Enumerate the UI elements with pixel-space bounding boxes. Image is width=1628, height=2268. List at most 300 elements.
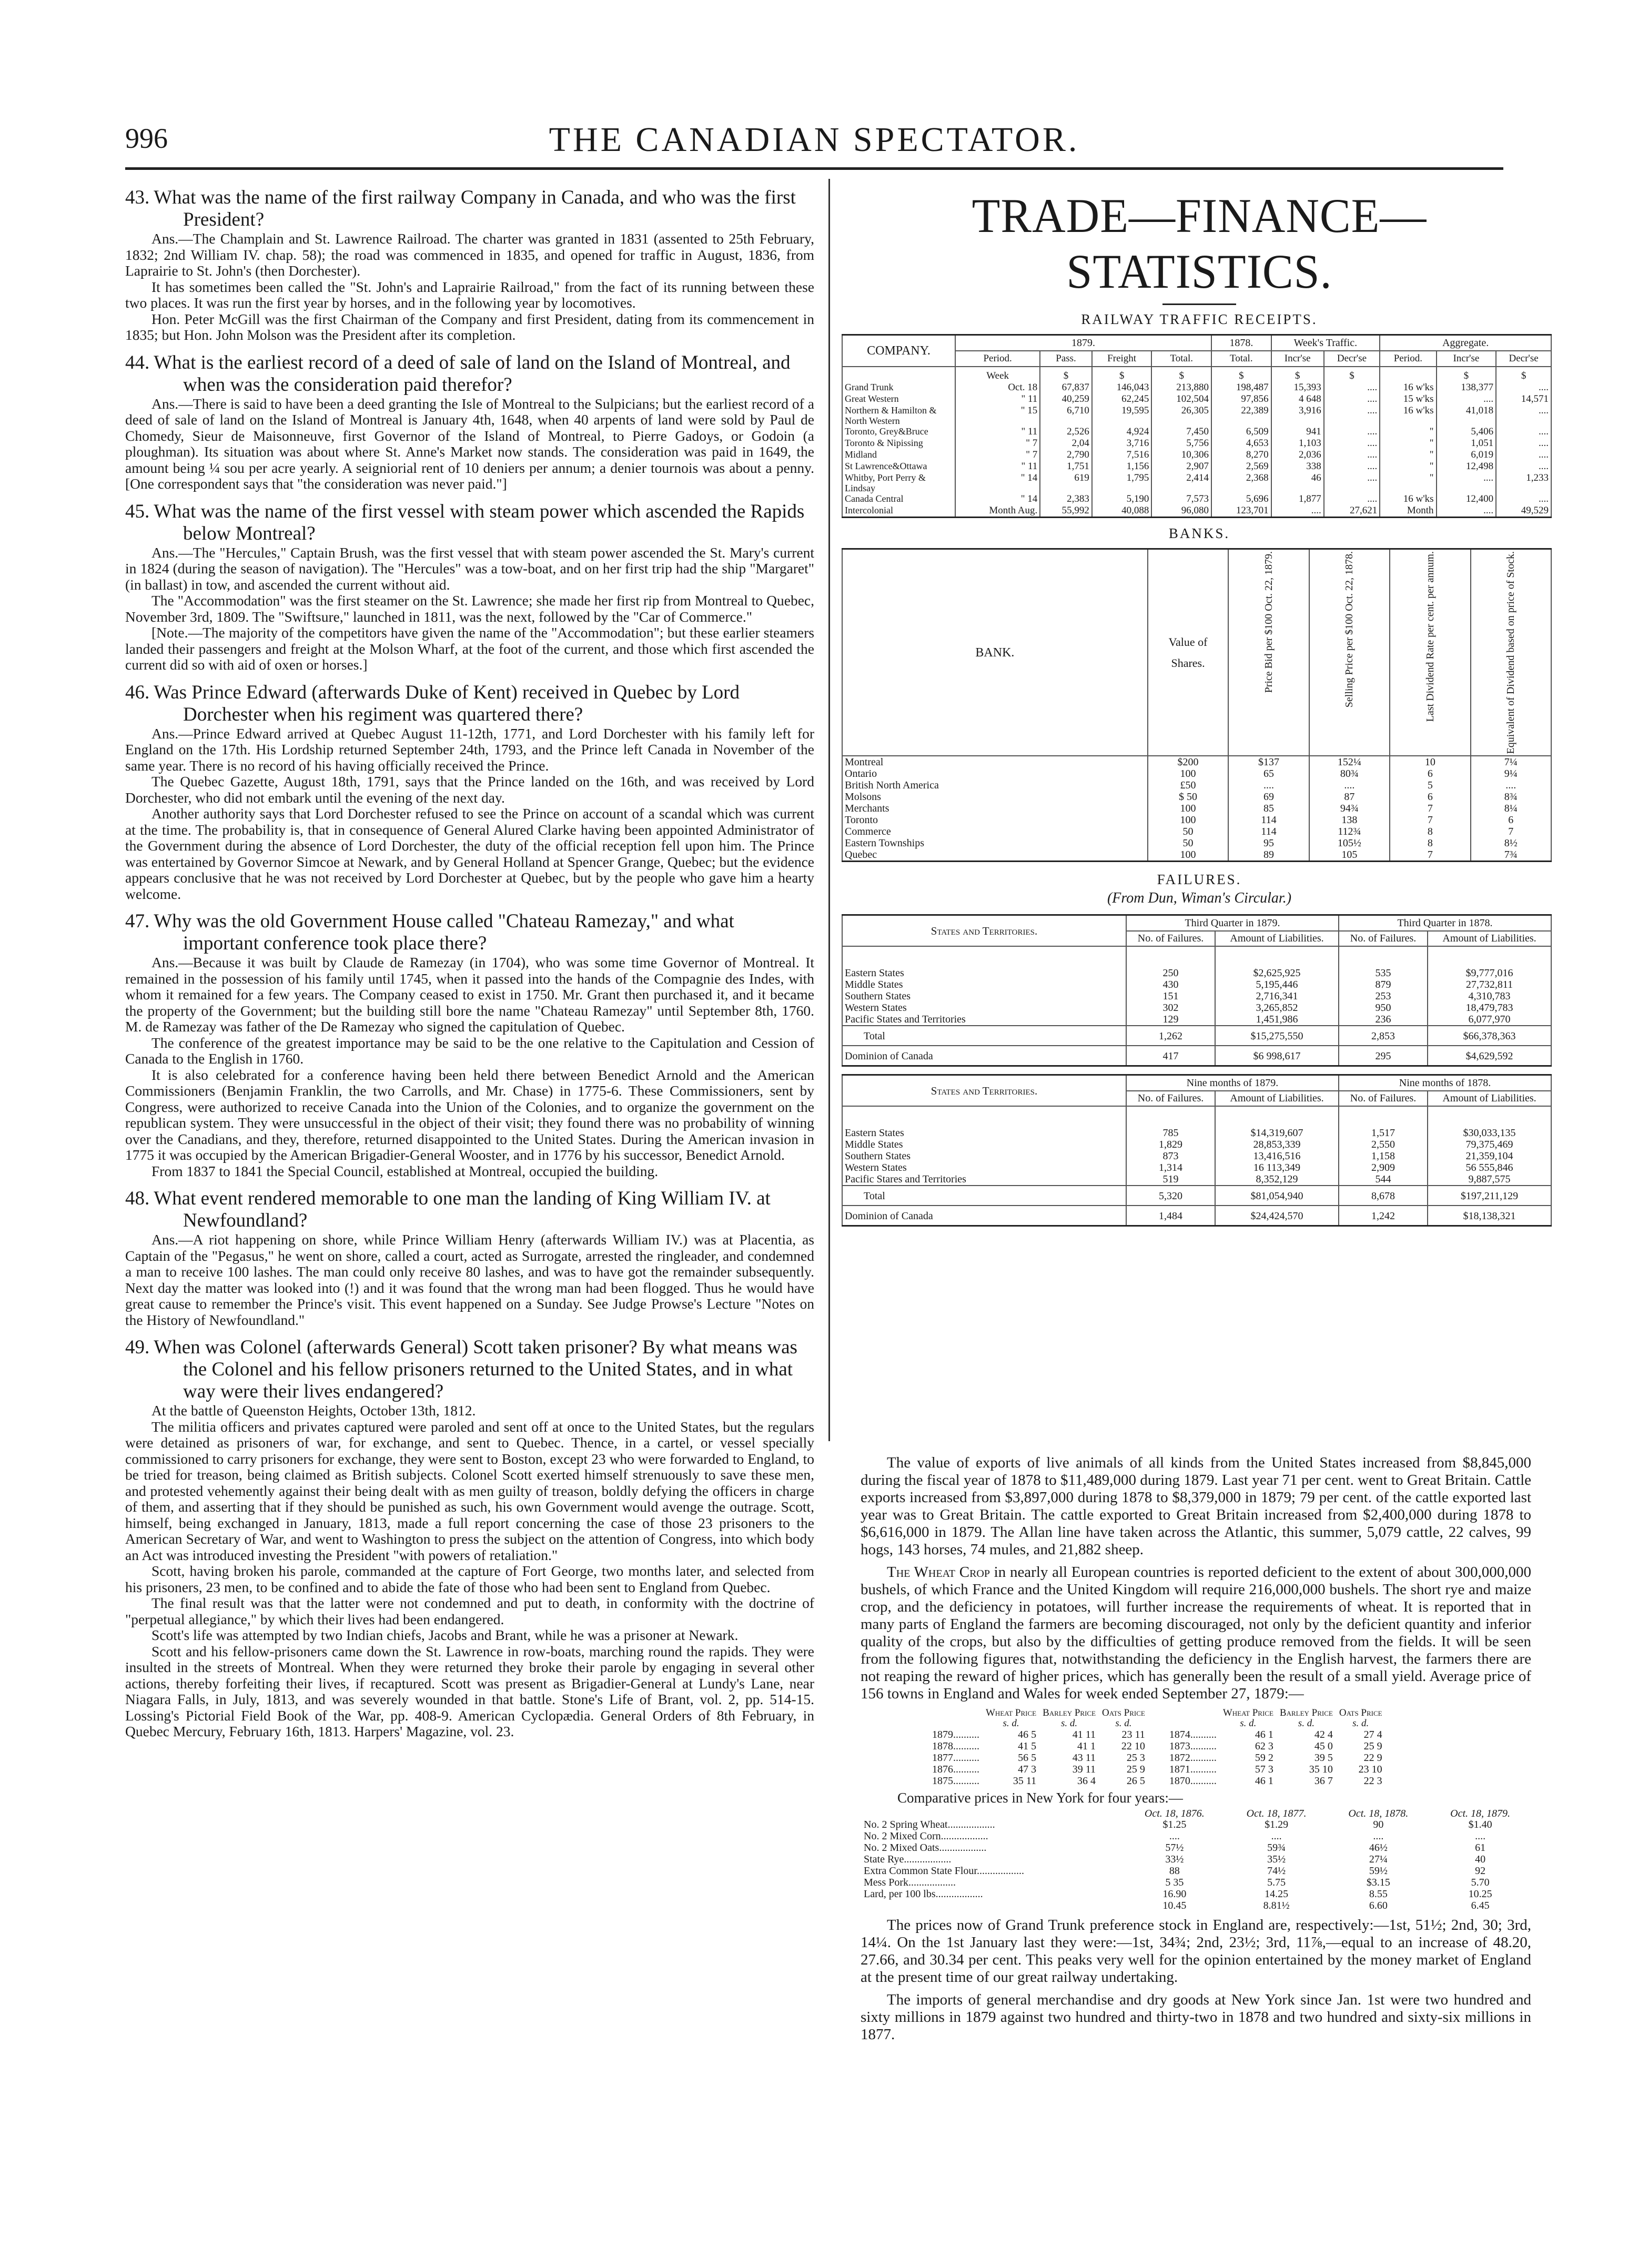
table-cell: $ bbox=[1092, 367, 1152, 382]
table-cell: 7,516 bbox=[1092, 449, 1152, 461]
question-text: Was Prince Edward (afterwards Duke of Kent) received in Quebec by Lord Dorchester when his regiment was quartered there? bbox=[154, 681, 740, 725]
page-number: 996 bbox=[125, 123, 168, 154]
table-cell: 16 w'ks bbox=[1380, 382, 1436, 393]
table-cell: $81,054,940 bbox=[1215, 1186, 1339, 1206]
table-cell: 2,550 bbox=[1339, 1139, 1428, 1150]
table-cell: 41 11 bbox=[1072, 1729, 1096, 1740]
col-group-week: Week's Traffic. bbox=[1271, 335, 1380, 351]
grain-header: Oats Price bbox=[1102, 1707, 1145, 1718]
blank-cell bbox=[929, 1718, 983, 1729]
table-cell: 40,259 bbox=[1040, 393, 1092, 405]
table-cell: 8.81½ bbox=[1263, 1900, 1290, 1911]
bank-name: Montreal bbox=[842, 756, 1148, 768]
table-cell: 62,245 bbox=[1092, 393, 1152, 405]
page-header bbox=[125, 122, 1503, 159]
col-last-dividend: Last Dividend Rate per cent. per annum. bbox=[1424, 551, 1436, 722]
commodity-name: No. 2 Mixed Corn.................. bbox=[864, 1830, 988, 1842]
year-label: 1871.......... bbox=[1169, 1764, 1217, 1775]
failures-source: (From Dun, Wiman's Circular.) bbox=[1107, 890, 1292, 907]
blank-cell bbox=[1148, 1708, 1220, 1718]
total-row bbox=[842, 1186, 1551, 1206]
col-price-bid: Price Bid per $100 Oct. 22, 1879. bbox=[1262, 551, 1275, 693]
table-cell: 253 bbox=[1339, 990, 1428, 1002]
table-cell: 3,265,852 bbox=[1215, 1002, 1339, 1014]
table-cell: 2,716,341 bbox=[1215, 990, 1339, 1002]
railway-subheader: Total. bbox=[1151, 351, 1211, 367]
table-cell: 16.90 bbox=[1162, 1888, 1187, 1900]
table-cell: 67,837 bbox=[1040, 382, 1092, 393]
year-label: 1872.......... bbox=[1169, 1752, 1217, 1764]
table-cell: 15,393 bbox=[1271, 382, 1324, 393]
table-cell: 6 bbox=[1471, 814, 1551, 826]
question-text: Why was the old Government House called "Chateau Ramezay," and what important conference took place there? bbox=[154, 910, 734, 954]
lower-right-text bbox=[861, 1454, 1531, 2117]
table-cell: $3.15 bbox=[1366, 1877, 1390, 1888]
table-cell: .... bbox=[1475, 1830, 1486, 1842]
table-cell: .... bbox=[1496, 461, 1551, 472]
table-row bbox=[842, 1014, 1551, 1026]
table-cell: 16 w'ks bbox=[1380, 493, 1436, 505]
table-cell: 16 113,349 bbox=[1215, 1162, 1339, 1173]
answer-paragraph: Scott's life was attempted by two Indian chiefs, Jacobs and Brant, while he was a prisoner at Newark. bbox=[151, 1627, 739, 1643]
table-cell: 22 10 bbox=[1121, 1740, 1145, 1752]
table-row bbox=[842, 791, 1551, 803]
table-cell: 16 w'ks bbox=[1380, 405, 1436, 426]
year-label: 1878.......... bbox=[932, 1740, 979, 1752]
year-label: 1877.......... bbox=[932, 1752, 979, 1764]
table-cell: .... bbox=[1437, 505, 1496, 518]
table-cell: 96,080 bbox=[1151, 505, 1211, 518]
answer-paragraph: It has sometimes been called the "St. John's and Laprairie Railroad," from the fact of its running between these two places. It was run the first year by horses, and in the following year by locomotives. bbox=[125, 278, 814, 311]
table-cell: Month bbox=[1380, 505, 1436, 518]
table-cell: 43 11 bbox=[1072, 1752, 1096, 1764]
table-cell: 21,359,104 bbox=[1428, 1150, 1551, 1162]
failures-table-quarter bbox=[842, 914, 1552, 1067]
failures-heading: FAILURES. bbox=[1157, 872, 1242, 888]
table-cell: $1.29 bbox=[1265, 1819, 1289, 1830]
railway-subheader: Incr'se bbox=[1271, 351, 1324, 367]
grand-trunk-paragraph: The prices now of Grand Trunk preference stock in England are, respectively:—1st, 51½; 2nd, 30; 3rd, 14¼. On the 1st January last they were:—1st, 34¾; 2nd, 23½; 3rd, 11⅞,—equal to an increase of 48.20, 27.66, and 30.34 per cent. This peaks very well for the opinion entertained by the money market of England at the present time of our great railway undertaking. bbox=[861, 1917, 1531, 1986]
col-states: States and Territories. bbox=[842, 1075, 1126, 1107]
table-cell: 3,716 bbox=[1092, 438, 1152, 449]
table-cell: 6,019 bbox=[1437, 449, 1496, 461]
commodity-name bbox=[861, 1900, 1124, 1911]
table-cell: .... bbox=[1496, 449, 1551, 461]
company-name: Midland bbox=[842, 449, 955, 461]
table-cell: 5,696 bbox=[1211, 493, 1271, 505]
table-cell: 8.55 bbox=[1369, 1888, 1388, 1900]
row-label: Total bbox=[842, 1026, 1126, 1046]
question-text: What was the name of the first vessel with steam power which ascended the Rapids below Montreal? bbox=[154, 500, 805, 544]
table-cell: 56 555,846 bbox=[1428, 1162, 1551, 1173]
total-row bbox=[842, 1026, 1551, 1046]
table-cell: 8,352,129 bbox=[1215, 1173, 1339, 1186]
table-cell: 941 bbox=[1271, 426, 1324, 438]
grain-header: Barley Price bbox=[1279, 1707, 1333, 1718]
answer-paragraph: Ans.—There is said to have been a deed granting the Isle of Montreal to the Sulpicians; but the earliest record of a deed of sale of land on the Island of Montreal is January 4th, 1648, when 40 arpents of land were sold by Paul de Chomedy, Sieur de Maisonneuve, first Governor of the Island of Montreal, to Pierre Gadoys, or Godoin (a ploughman). Its situation was about where St. Anne's Market now stands. The consideration was paid in 1649, the amount being ¼ sou per acre yearly. A seigniorial rent of 10 deniers per annum; a denier tournois was about a penny. [One correspondent says that "the consideration was never paid."] bbox=[125, 395, 814, 492]
table-cell: .... bbox=[1324, 426, 1380, 438]
table-cell: 7 bbox=[1390, 803, 1470, 814]
table-cell: 5 35 bbox=[1165, 1877, 1184, 1888]
table-row bbox=[842, 814, 1551, 826]
commodity-name: Extra Common State Flour.................. bbox=[864, 1865, 1024, 1877]
answer-paragraph: Scott, having broken his parole, commanded at the capture of Fort George, two months later, and selected from his prisoners, 23 men, to be confined and to abide the fate of those who had been sent to England from Quebec. bbox=[125, 1563, 814, 1595]
question-47 bbox=[125, 910, 814, 1179]
table-row bbox=[861, 1842, 1531, 1854]
table-cell: 41 5 bbox=[1018, 1740, 1037, 1752]
commodity-name: State Rye.................. bbox=[864, 1854, 952, 1865]
table-cell: 41 1 bbox=[1077, 1740, 1096, 1752]
left-column bbox=[125, 187, 814, 2091]
railway-heading: RAILWAY TRAFFIC RECEIPTS. bbox=[1081, 311, 1318, 327]
dominion-row bbox=[842, 1206, 1551, 1226]
table-cell: " bbox=[1380, 426, 1436, 438]
table-cell: .... bbox=[1324, 493, 1380, 505]
table-cell: .... bbox=[1324, 393, 1380, 405]
railway-subheader: Pass. bbox=[1040, 351, 1092, 367]
col-group-aggregate: Aggregate. bbox=[1380, 335, 1551, 351]
table-cell: 23 10 bbox=[1358, 1764, 1382, 1775]
table-cell: .... bbox=[1496, 426, 1551, 438]
table-cell: 100 bbox=[1148, 814, 1228, 826]
table-cell: 5,190 bbox=[1092, 493, 1152, 505]
table-cell: 5 bbox=[1390, 779, 1470, 791]
table-cell: $ bbox=[1437, 367, 1496, 382]
table-cell: 250 bbox=[1126, 967, 1215, 979]
table-cell: .... bbox=[1437, 393, 1496, 405]
table-cell: 7,573 bbox=[1151, 493, 1211, 505]
table-cell: 50 bbox=[1148, 826, 1228, 837]
table-cell: 152¼ bbox=[1309, 756, 1390, 768]
table-cell: $ bbox=[1040, 367, 1092, 382]
grain-unit: s. d. bbox=[1115, 1718, 1132, 1729]
table-cell: 114 bbox=[1228, 814, 1309, 826]
table-cell: 5,195,446 bbox=[1215, 979, 1339, 990]
ny-heading: Comparative prices in New York for four years:— bbox=[897, 1790, 1183, 1806]
table-cell: 46½ bbox=[1369, 1842, 1388, 1854]
question-text: What is the earliest record of a deed of sale of land on the Island of Montreal, and when was the consideration paid therefor? bbox=[154, 351, 791, 396]
table-cell: $ bbox=[1324, 367, 1380, 382]
table-cell: .... bbox=[1271, 505, 1324, 518]
exports-paragraph: The value of exports of live animals of all kinds from the United States increased from $8,845,000 during the fiscal year of 1878 to $11,489,000 during 1879. Last year 71 per cent. went to Great Britain. Cattle exports increased from $3,897,000 during 1878 to $8,379,000 in 1879; 79 per cent. of the cattle exported last year was to Great Britain. The cattle exported to Great Britain increased from $2,400,000 during 1878 to $6,616,000 in 1879. The Allan line have taken across the Atlantic, this summer, 5,079 cattle, 22 calves, 99 hogs, 143 horses, 74 mules, and 21,882 sheep. bbox=[861, 1454, 1531, 1558]
table-cell: 33½ bbox=[1165, 1854, 1184, 1865]
ny-column-header: Oct. 18, 1877. bbox=[1246, 1808, 1307, 1819]
table-cell: 6 bbox=[1390, 791, 1470, 803]
table-cell: " 14 bbox=[955, 472, 1040, 493]
table-cell: 14.25 bbox=[1265, 1888, 1289, 1900]
table-cell: 138 bbox=[1309, 814, 1390, 826]
table-row bbox=[842, 426, 1551, 438]
question-number: 44. bbox=[125, 351, 150, 373]
table-cell: 59½ bbox=[1369, 1865, 1388, 1877]
table-cell: $4,629,592 bbox=[1428, 1046, 1551, 1066]
table-cell: 80¾ bbox=[1309, 768, 1390, 779]
table-cell: 46 bbox=[1271, 472, 1324, 493]
table-row bbox=[842, 803, 1551, 814]
table-cell: 25 3 bbox=[1126, 1752, 1145, 1764]
table-cell: $9,777,016 bbox=[1428, 967, 1551, 979]
table-cell: 15 w'ks bbox=[1380, 393, 1436, 405]
failures-table-nine-months bbox=[842, 1074, 1552, 1227]
table-cell: .... bbox=[1324, 449, 1380, 461]
table-row bbox=[842, 1002, 1551, 1014]
table-cell: 1,484 bbox=[1126, 1206, 1215, 1226]
table-cell: 69 bbox=[1228, 791, 1309, 803]
table-cell: 5,320 bbox=[1126, 1186, 1215, 1206]
grain-header: Wheat Price bbox=[986, 1707, 1037, 1718]
railway-subheader: Total. bbox=[1211, 351, 1271, 367]
table-row bbox=[842, 849, 1551, 862]
table-cell: " 14 bbox=[955, 493, 1040, 505]
company-name: Intercolonial bbox=[842, 505, 955, 518]
table-cell bbox=[1380, 367, 1436, 382]
table-row bbox=[929, 1775, 1386, 1787]
failures-subheader: Amount of Liabilities. bbox=[1215, 931, 1339, 946]
table-cell: .... bbox=[1471, 779, 1551, 791]
table-cell: $15,275,550 bbox=[1215, 1026, 1339, 1046]
table-row bbox=[842, 505, 1551, 518]
table-cell: $2,625,925 bbox=[1215, 967, 1339, 979]
table-cell: 23 11 bbox=[1121, 1729, 1145, 1740]
table-cell: 36 4 bbox=[1077, 1775, 1096, 1787]
table-cell: 6,077,970 bbox=[1428, 1014, 1551, 1026]
table-cell: 25 9 bbox=[1363, 1740, 1382, 1752]
table-cell: 2,569 bbox=[1211, 461, 1271, 472]
col-selling-price: Selling Price per $100 Oct. 22, 1878. bbox=[1343, 551, 1356, 708]
commodity-name: No. 2 Spring Wheat.................. bbox=[864, 1819, 995, 1830]
dominion-row bbox=[842, 1046, 1551, 1066]
table-cell: 92 bbox=[1475, 1865, 1486, 1877]
question-number: 46. bbox=[125, 681, 150, 703]
table-cell: $200 bbox=[1148, 756, 1228, 768]
table-cell: 2,04 bbox=[1040, 438, 1092, 449]
table-cell: 89 bbox=[1228, 849, 1309, 862]
table-cell: .... bbox=[1169, 1830, 1180, 1842]
table-row bbox=[929, 1740, 1386, 1752]
table-cell: 28,853,339 bbox=[1215, 1139, 1339, 1150]
table-row bbox=[929, 1729, 1386, 1740]
table-cell: .... bbox=[1496, 405, 1551, 426]
table-cell: 2,909 bbox=[1339, 1162, 1428, 1173]
table-cell: 35 10 bbox=[1309, 1764, 1333, 1775]
table-cell: 1,829 bbox=[1126, 1139, 1215, 1150]
table-cell: 146,043 bbox=[1092, 382, 1152, 393]
table-cell: 35 11 bbox=[1013, 1775, 1037, 1787]
table-cell: 2,790 bbox=[1040, 449, 1092, 461]
table-cell: 41,018 bbox=[1437, 405, 1496, 426]
table-cell: 13,416,516 bbox=[1215, 1150, 1339, 1162]
grain-header: Barley Price bbox=[1043, 1707, 1096, 1718]
year-label: 1873.......... bbox=[1169, 1740, 1217, 1752]
table-cell: 6.60 bbox=[1369, 1900, 1388, 1911]
table-cell: 39 5 bbox=[1314, 1752, 1333, 1764]
table-cell: " 7 bbox=[955, 438, 1040, 449]
blank-cell bbox=[861, 1808, 1124, 1819]
column-divider bbox=[828, 179, 830, 1441]
table-cell: 4 648 bbox=[1271, 393, 1324, 405]
table-cell: 4,924 bbox=[1092, 426, 1152, 438]
table-cell: " bbox=[1380, 472, 1436, 493]
table-cell: 27,621 bbox=[1324, 505, 1380, 518]
table-cell: 2,368 bbox=[1211, 472, 1271, 493]
table-cell: 100 bbox=[1148, 803, 1228, 814]
banks-table bbox=[842, 548, 1552, 862]
table-cell: 97,856 bbox=[1211, 393, 1271, 405]
table-cell: 12,498 bbox=[1437, 461, 1496, 472]
question-48 bbox=[125, 1188, 814, 1328]
table-cell: .... bbox=[1496, 493, 1551, 505]
table-cell: 47 3 bbox=[1018, 1764, 1037, 1775]
table-cell: 105½ bbox=[1309, 837, 1390, 849]
unit-row bbox=[842, 367, 1551, 382]
table-cell: 62 3 bbox=[1255, 1740, 1273, 1752]
col-bank: BANK. bbox=[842, 549, 1148, 756]
table-row bbox=[861, 1854, 1531, 1865]
table-cell: 535 bbox=[1339, 967, 1428, 979]
railway-subheader: Period. bbox=[1380, 351, 1436, 367]
table-cell: 1,103 bbox=[1271, 438, 1324, 449]
publication-title: THE CANADIAN SPECTATOR. bbox=[549, 120, 1080, 159]
table-cell: 100 bbox=[1148, 849, 1228, 862]
state-name: Eastern States bbox=[842, 967, 1126, 979]
question-number: 45. bbox=[125, 500, 150, 522]
table-cell: 18,479,783 bbox=[1428, 1002, 1551, 1014]
col-states: States and Territories. bbox=[842, 915, 1126, 947]
answer-paragraph: At the battle of Queenston Heights, October 13th, 1812. bbox=[151, 1402, 476, 1419]
wheat-text: in nearly all European countries is reported deficient to the extent of about 300,000,000 bushels, of which France and the United Kingdom will require 216,000,000 bushels. The short rye and maize crop, and the deficiency in potatoes, will further increase the requirements of wheat. It is reported that in many parts of England the farmers are becoming discouraged, not only by the deficient quantity and inferior quality of the crops, but also by the difficulties of getting produce removed from the fields. It will be seen from the following figures that, notwithstanding the deficiency in the English harvest, the farmers there are not reaping the reward of higher prices, which has generally been the result of a small yield. Average price of 156 towns in England and Wales for week ended September 27, 1879:— bbox=[861, 1564, 1531, 1702]
ny-column-header: Oct. 18, 1878. bbox=[1348, 1808, 1409, 1819]
bank-name: Ontario bbox=[842, 768, 1148, 779]
table-row bbox=[842, 1127, 1551, 1139]
table-cell: 8 bbox=[1390, 826, 1470, 837]
table-cell: .... bbox=[1228, 779, 1309, 791]
table-row bbox=[842, 1173, 1551, 1186]
failures-subheader: Amount of Liabilities. bbox=[1215, 1091, 1339, 1106]
table-cell: 61 bbox=[1475, 1842, 1486, 1854]
table-cell: $ bbox=[1271, 367, 1324, 382]
question-43 bbox=[125, 187, 814, 343]
table-cell: £50 bbox=[1148, 779, 1228, 791]
table-cell: $ bbox=[1211, 367, 1271, 382]
col-group-1878: Nine months of 1878. bbox=[1339, 1075, 1551, 1091]
table-cell: " 11 bbox=[955, 426, 1040, 438]
table-cell: .... bbox=[1324, 382, 1380, 393]
bank-name: Commerce bbox=[842, 826, 1148, 837]
company-name: Canada Central bbox=[842, 493, 955, 505]
table-row bbox=[861, 1830, 1531, 1842]
bank-name: Merchants bbox=[842, 803, 1148, 814]
answer-paragraph: [Note.—The majority of the competitors have given the name of the "Accommodation"; but these earlier steamers landed their passengers and freight at the Molson Wharf, at the foot of the current, and those which first ascended the current did so with aid of oxen or horses.] bbox=[125, 624, 814, 673]
table-cell: 65 bbox=[1228, 768, 1309, 779]
question-text: When was Colonel (afterwards General) Scott taken prisoner? By what means was the Colonel and his fellow prisoners returned to the United States, and in what way were their lives endangered? bbox=[154, 1336, 797, 1402]
table-cell: $197,211,129 bbox=[1428, 1186, 1551, 1206]
table-cell: " 7 bbox=[955, 449, 1040, 461]
failures-subheader: Amount of Liabilities. bbox=[1428, 931, 1551, 946]
year-label: 1875.......... bbox=[932, 1775, 979, 1787]
imports-paragraph: The imports of general merchandise and dry goods at New York since Jan. 1st were two hundred and sixty millions in 1879 against two hundred and thirty-two in 1878 and two hundred and sixty-six millions in 1877. bbox=[861, 1991, 1531, 2043]
year-label: 1879.......... bbox=[932, 1729, 979, 1740]
table-cell: 4,653 bbox=[1211, 438, 1271, 449]
bank-name: Eastern Townships bbox=[842, 837, 1148, 849]
table-cell: 105 bbox=[1309, 849, 1390, 862]
state-name: Southern States bbox=[842, 1150, 1126, 1162]
table-cell: 873 bbox=[1126, 1150, 1215, 1162]
question-text: What was the name of the first railway Company in Canada, and who was the first President? bbox=[154, 187, 796, 230]
answer-paragraph: From 1837 to 1841 the Special Council, established at Montreal, occupied the building. bbox=[151, 1162, 659, 1179]
table-cell: 302 bbox=[1126, 1002, 1215, 1014]
table-cell: 5.75 bbox=[1267, 1877, 1286, 1888]
year-label: 1870.......... bbox=[1169, 1775, 1217, 1787]
table-cell: 1,314 bbox=[1126, 1162, 1215, 1173]
year-label: 1874.......... bbox=[1169, 1729, 1217, 1740]
table-cell: 1,156 bbox=[1092, 461, 1152, 472]
table-cell: 619 bbox=[1040, 472, 1092, 493]
railway-subheader: Incr'se bbox=[1437, 351, 1496, 367]
table-cell: 7¼ bbox=[1471, 756, 1551, 768]
table-cell: 94¾ bbox=[1309, 803, 1390, 814]
table-cell: 39 11 bbox=[1072, 1764, 1096, 1775]
table-cell: .... bbox=[1496, 382, 1551, 393]
table-row bbox=[861, 1877, 1531, 1888]
table-cell: 6 bbox=[1390, 768, 1470, 779]
table-cell: Week bbox=[955, 367, 1040, 382]
table-cell: $ bbox=[1496, 367, 1551, 382]
table-row bbox=[842, 1139, 1551, 1150]
table-cell: 2,853 bbox=[1339, 1026, 1428, 1046]
table-cell: $ bbox=[1151, 367, 1211, 382]
grain-unit: s. d. bbox=[1060, 1718, 1078, 1729]
table-cell: 8¾ bbox=[1471, 791, 1551, 803]
table-cell: 35½ bbox=[1267, 1854, 1286, 1865]
answer-paragraph: Ans.—The Champlain and St. Lawrence Railroad. The charter was granted in 1831 (assented to 25th February, 1832; 2nd William IV. chap. 58); the road was commenced in 1835, and opened for traffic in August, 1836, from Laprairie to St. John's (then Dorchester). bbox=[125, 230, 814, 279]
table-cell: 4,310,783 bbox=[1428, 990, 1551, 1002]
header-rule bbox=[125, 167, 1503, 170]
col-value: Value of Shares. bbox=[1148, 549, 1228, 756]
table-cell: 79,375,469 bbox=[1428, 1139, 1551, 1150]
table-row bbox=[842, 979, 1551, 990]
grain-header: Wheat Price bbox=[1222, 1707, 1273, 1718]
table-cell: $66,378,363 bbox=[1428, 1026, 1551, 1046]
commodity-name: No. 2 Mixed Oats.................. bbox=[864, 1842, 987, 1854]
table-cell: 95 bbox=[1228, 837, 1309, 849]
table-cell: 1,242 bbox=[1339, 1206, 1428, 1226]
table-row bbox=[842, 1150, 1551, 1162]
row-label: Dominion of Canada bbox=[842, 1206, 1126, 1226]
table-cell: 2,907 bbox=[1151, 461, 1211, 472]
table-cell: 430 bbox=[1126, 979, 1215, 990]
state-name: Middle States bbox=[842, 1139, 1126, 1150]
table-row bbox=[842, 461, 1551, 472]
table-cell: 1,233 bbox=[1496, 472, 1551, 493]
table-cell: 7 bbox=[1390, 849, 1470, 862]
table-row bbox=[842, 768, 1551, 779]
company-name: Toronto, Grey&Bruce bbox=[842, 426, 955, 438]
table-cell: Oct. 18 bbox=[955, 382, 1040, 393]
banks-heading: BANKS. bbox=[1168, 525, 1230, 541]
table-cell: 46 1 bbox=[1255, 1775, 1273, 1787]
table-cell: .... bbox=[1373, 1830, 1384, 1842]
row-label: Dominion of Canada bbox=[842, 1046, 1126, 1066]
table-cell: 57 3 bbox=[1255, 1764, 1273, 1775]
table-cell bbox=[842, 367, 955, 382]
table-row bbox=[842, 756, 1551, 768]
col-group-1878: Third Quarter in 1878. bbox=[1339, 915, 1551, 932]
table-cell: 74½ bbox=[1267, 1865, 1286, 1877]
railway-subheader: Decr'se bbox=[1496, 351, 1551, 367]
question-46 bbox=[125, 682, 814, 903]
commodity-name: Mess Pork.................. bbox=[864, 1877, 956, 1888]
table-cell: " 15 bbox=[955, 405, 1040, 426]
